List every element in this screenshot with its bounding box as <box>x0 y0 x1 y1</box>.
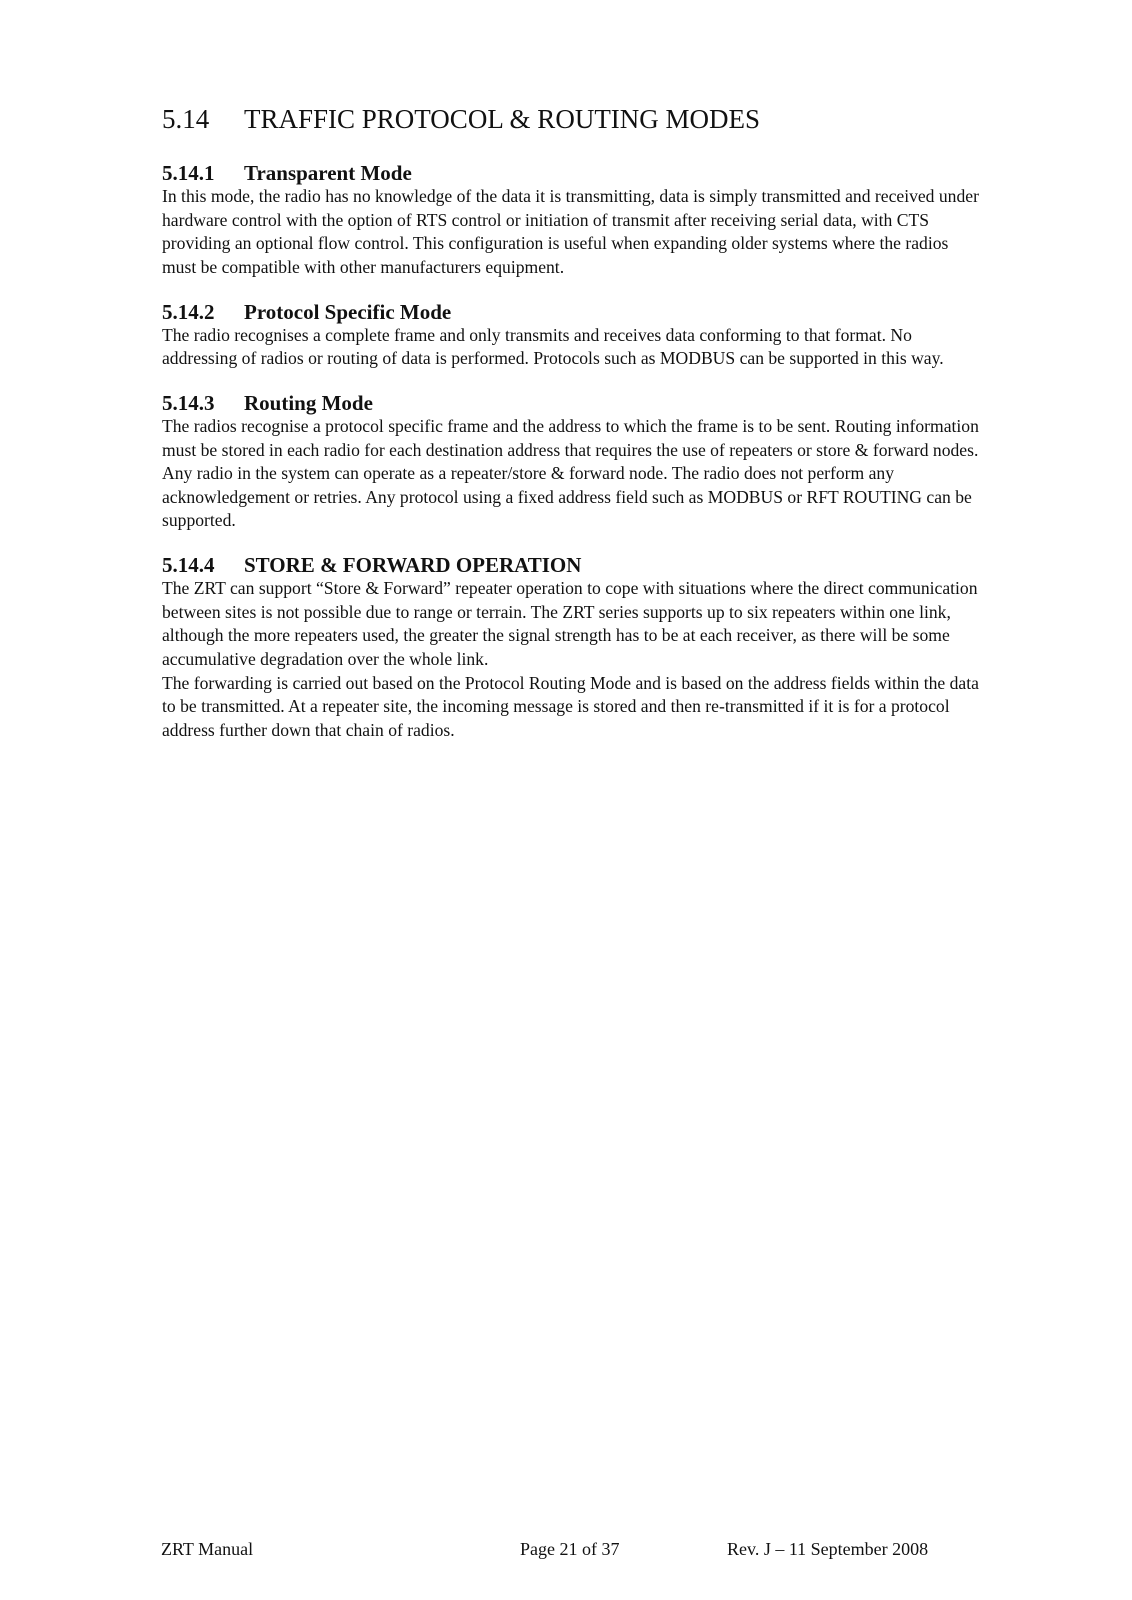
subsection-title: Routing Mode <box>244 390 373 415</box>
footer-page-number: Page 21 of 37 <box>520 1539 620 1559</box>
body-paragraph: The ZRT can support “Store & Forward” repeater operation to cope with situations where the direct communication between sites is not possible due to range or terrain. The ZRT series supports up to six repeaters within one link, although the more repeaters used, the greater the signal strength has to be at each receiver, as there will be some accumulative degradation over the whole link. <box>162 578 978 669</box>
section-title: TRAFFIC PROTOCOL & ROUTING MODES <box>244 104 761 134</box>
footer-document-name: ZRT Manual <box>161 1539 254 1559</box>
subsection-heading <box>162 553 982 577</box>
body-paragraph: The radio recognises a complete frame and only transmits and receives data conforming to that format. No addressing of radios or routing of data is performed. Protocols such as MODBUS can be supported in this way. <box>162 324 944 369</box>
subsection-number: 5.14.4 <box>162 553 215 577</box>
subsection-heading <box>162 161 982 185</box>
page-content <box>162 104 982 762</box>
subsection-protocol-specific-mode <box>162 300 982 371</box>
subsection-heading <box>162 300 982 324</box>
body-paragraph: The radios recognise a protocol specific frame and the address to which the frame is to be sent. Routing information must be stored in each radio for each destination address that requires the use of repeaters or store & forward nodes. Any radio in the system can operate as a repeater/store & forward node. The radio does not perform any acknowledgement or retries. Any protocol using a fixed address field such as MODBUS or RFT ROUTING can be supported. <box>162 416 979 531</box>
subsection-heading <box>162 391 982 415</box>
section-heading <box>162 104 982 135</box>
subsection-routing-mode <box>162 391 982 533</box>
body-paragraph: In this mode, the radio has no knowledge of the data it is transmitting, data is simply transmitted and received under hardware control with the option of RTS control or initiation of transmit after receiving serial data, with CTS providing an optional flow control. This configuration is useful when expanding older systems where the radios must be compatible with other manufacturers equipment. <box>162 186 979 277</box>
subsection-title: STORE & FORWARD OPERATION <box>244 553 582 577</box>
section-number: 5.14 <box>162 104 210 134</box>
subsection-title: Protocol Specific Mode <box>244 299 452 324</box>
footer-revision: Rev. J – 11 September 2008 <box>727 1539 929 1559</box>
subsection-number: 5.14.3 <box>162 390 215 415</box>
subsection-transparent-mode <box>162 161 982 280</box>
subsection-number: 5.14.2 <box>162 299 215 324</box>
body-paragraph: The forwarding is carried out based on the Protocol Routing Mode and is based on the address fields within the data to be transmitted. At a repeater site, the incoming message is stored and then re-transmitted if it is for a protocol address further down that chain of radios. <box>162 672 979 740</box>
subsection-number: 5.14.1 <box>162 161 215 186</box>
subsection-title: Transparent Mode <box>244 161 412 186</box>
subsection-store-and-forward <box>162 553 982 742</box>
